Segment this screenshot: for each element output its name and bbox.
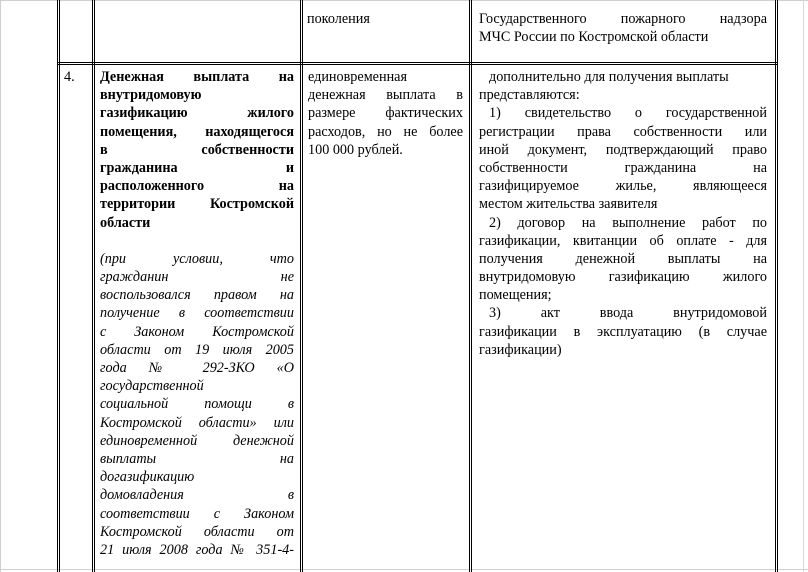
documents-line: иной документ, подтверждающий право [479,141,767,158]
table-border-left-outer [57,0,58,572]
note-line: социальной помощи в [100,396,294,413]
row-divider-b [57,64,778,65]
page-edge-right [803,0,804,572]
benefit-title-line: территории Костромской [100,196,294,213]
note-line: воспользовался правом на [100,287,294,304]
page-edge-bottom [0,569,808,570]
note-line: домовладения в [100,487,294,504]
prev-row-col4 [479,10,767,46]
benefit-title-line: помещения, находящегося [100,123,294,140]
benefit-title [100,68,294,232]
table-border-left-inner [59,0,60,572]
note-line: Костромской области от [100,523,294,540]
benefit-amount-cell [308,68,463,159]
benefit-title-line: внутридомовую [100,87,202,104]
documents-line: получения денежной выплаты на [479,250,767,267]
col-divider-1b [94,0,95,572]
amount-line: 100 000 рублей. [308,141,403,158]
note-line: (при условии, что [100,250,294,267]
documents-line: представляются: [479,87,580,104]
note-line: соответствии с Законом [100,505,294,522]
note-line: выплаты на [100,450,294,467]
documents-line: 1) свидетельство о государственной [489,105,767,122]
amount-line: денежная выплата в [308,87,463,104]
documents-line: газификации в эксплуатацию (в случае [479,323,767,340]
prev-row-col4-line: МЧС России по Костромской области [479,29,709,46]
col-divider-3b [471,0,472,572]
col-divider-3a [469,0,470,572]
note-line: 21 июля 2008 года № 351-4- [100,541,294,558]
required-documents-cell [479,68,767,359]
col-divider-2a [300,0,301,572]
documents-line: 3) акт ввода внутридомовой [489,305,767,322]
note-line: года № 292-ЗКО «О [100,360,294,376]
documents-line: собственности гражданина на [479,159,767,176]
table-border-right-outer [777,0,778,572]
documents-line: регистрации права собственности или [479,123,767,140]
benefit-title-line: в собственности [100,141,294,158]
note-line: области от 19 июля 2005 [100,341,294,358]
documents-line: внутридомовую газификацию жилого [479,269,767,286]
documents-line: местом жительства заявителя [479,196,658,213]
documents-line: газифицируемое жилье, являющееся [479,178,767,195]
benefit-title-line: газификацию жилого [100,105,294,122]
row-number: 4. [64,69,75,85]
benefit-condition-note [100,250,294,559]
table-border-right-inner [775,0,776,572]
col-divider-1a [92,0,93,572]
note-line: гражданин не [100,269,294,286]
prev-row-col3-text: поколения [307,11,370,27]
benefit-title-line: расположенного на [100,178,294,195]
note-line: государственной [100,378,204,395]
note-line: с Законом Костромской [100,323,294,340]
benefit-name-cell [100,68,294,559]
documents-line: 2) договор на выполнение работ по [489,214,767,231]
amount-line: единовременная [308,69,407,85]
benefit-title-line: области [100,214,151,231]
prev-row-col4-line: Государственного пожарного надзора [479,11,767,27]
amount-line: размере фактических [308,105,463,122]
page-edge-top [0,0,808,1]
note-line: Костромской области» или [100,414,294,431]
note-line: догазификацию [100,469,195,486]
note-line: единовременной денежной [100,432,294,449]
row-divider-a [57,62,778,63]
page-edge-left [0,0,1,572]
row-number-cell [64,68,90,86]
note-line: получение в соответствии [100,305,294,322]
amount-line: расходов, но не более [308,123,463,140]
documents-line: помещения; [479,287,552,304]
benefit-title-line: Денежная выплата на [100,69,294,85]
col-divider-2b [302,0,303,572]
documents-line: дополнительно для получения выплаты [489,69,729,85]
benefit-title-line: гражданина и [100,159,294,176]
documents-line: газификации, квитанции об оплате - для [479,232,767,249]
prev-row-col3 [307,10,467,28]
documents-line: газификации) [479,341,562,358]
